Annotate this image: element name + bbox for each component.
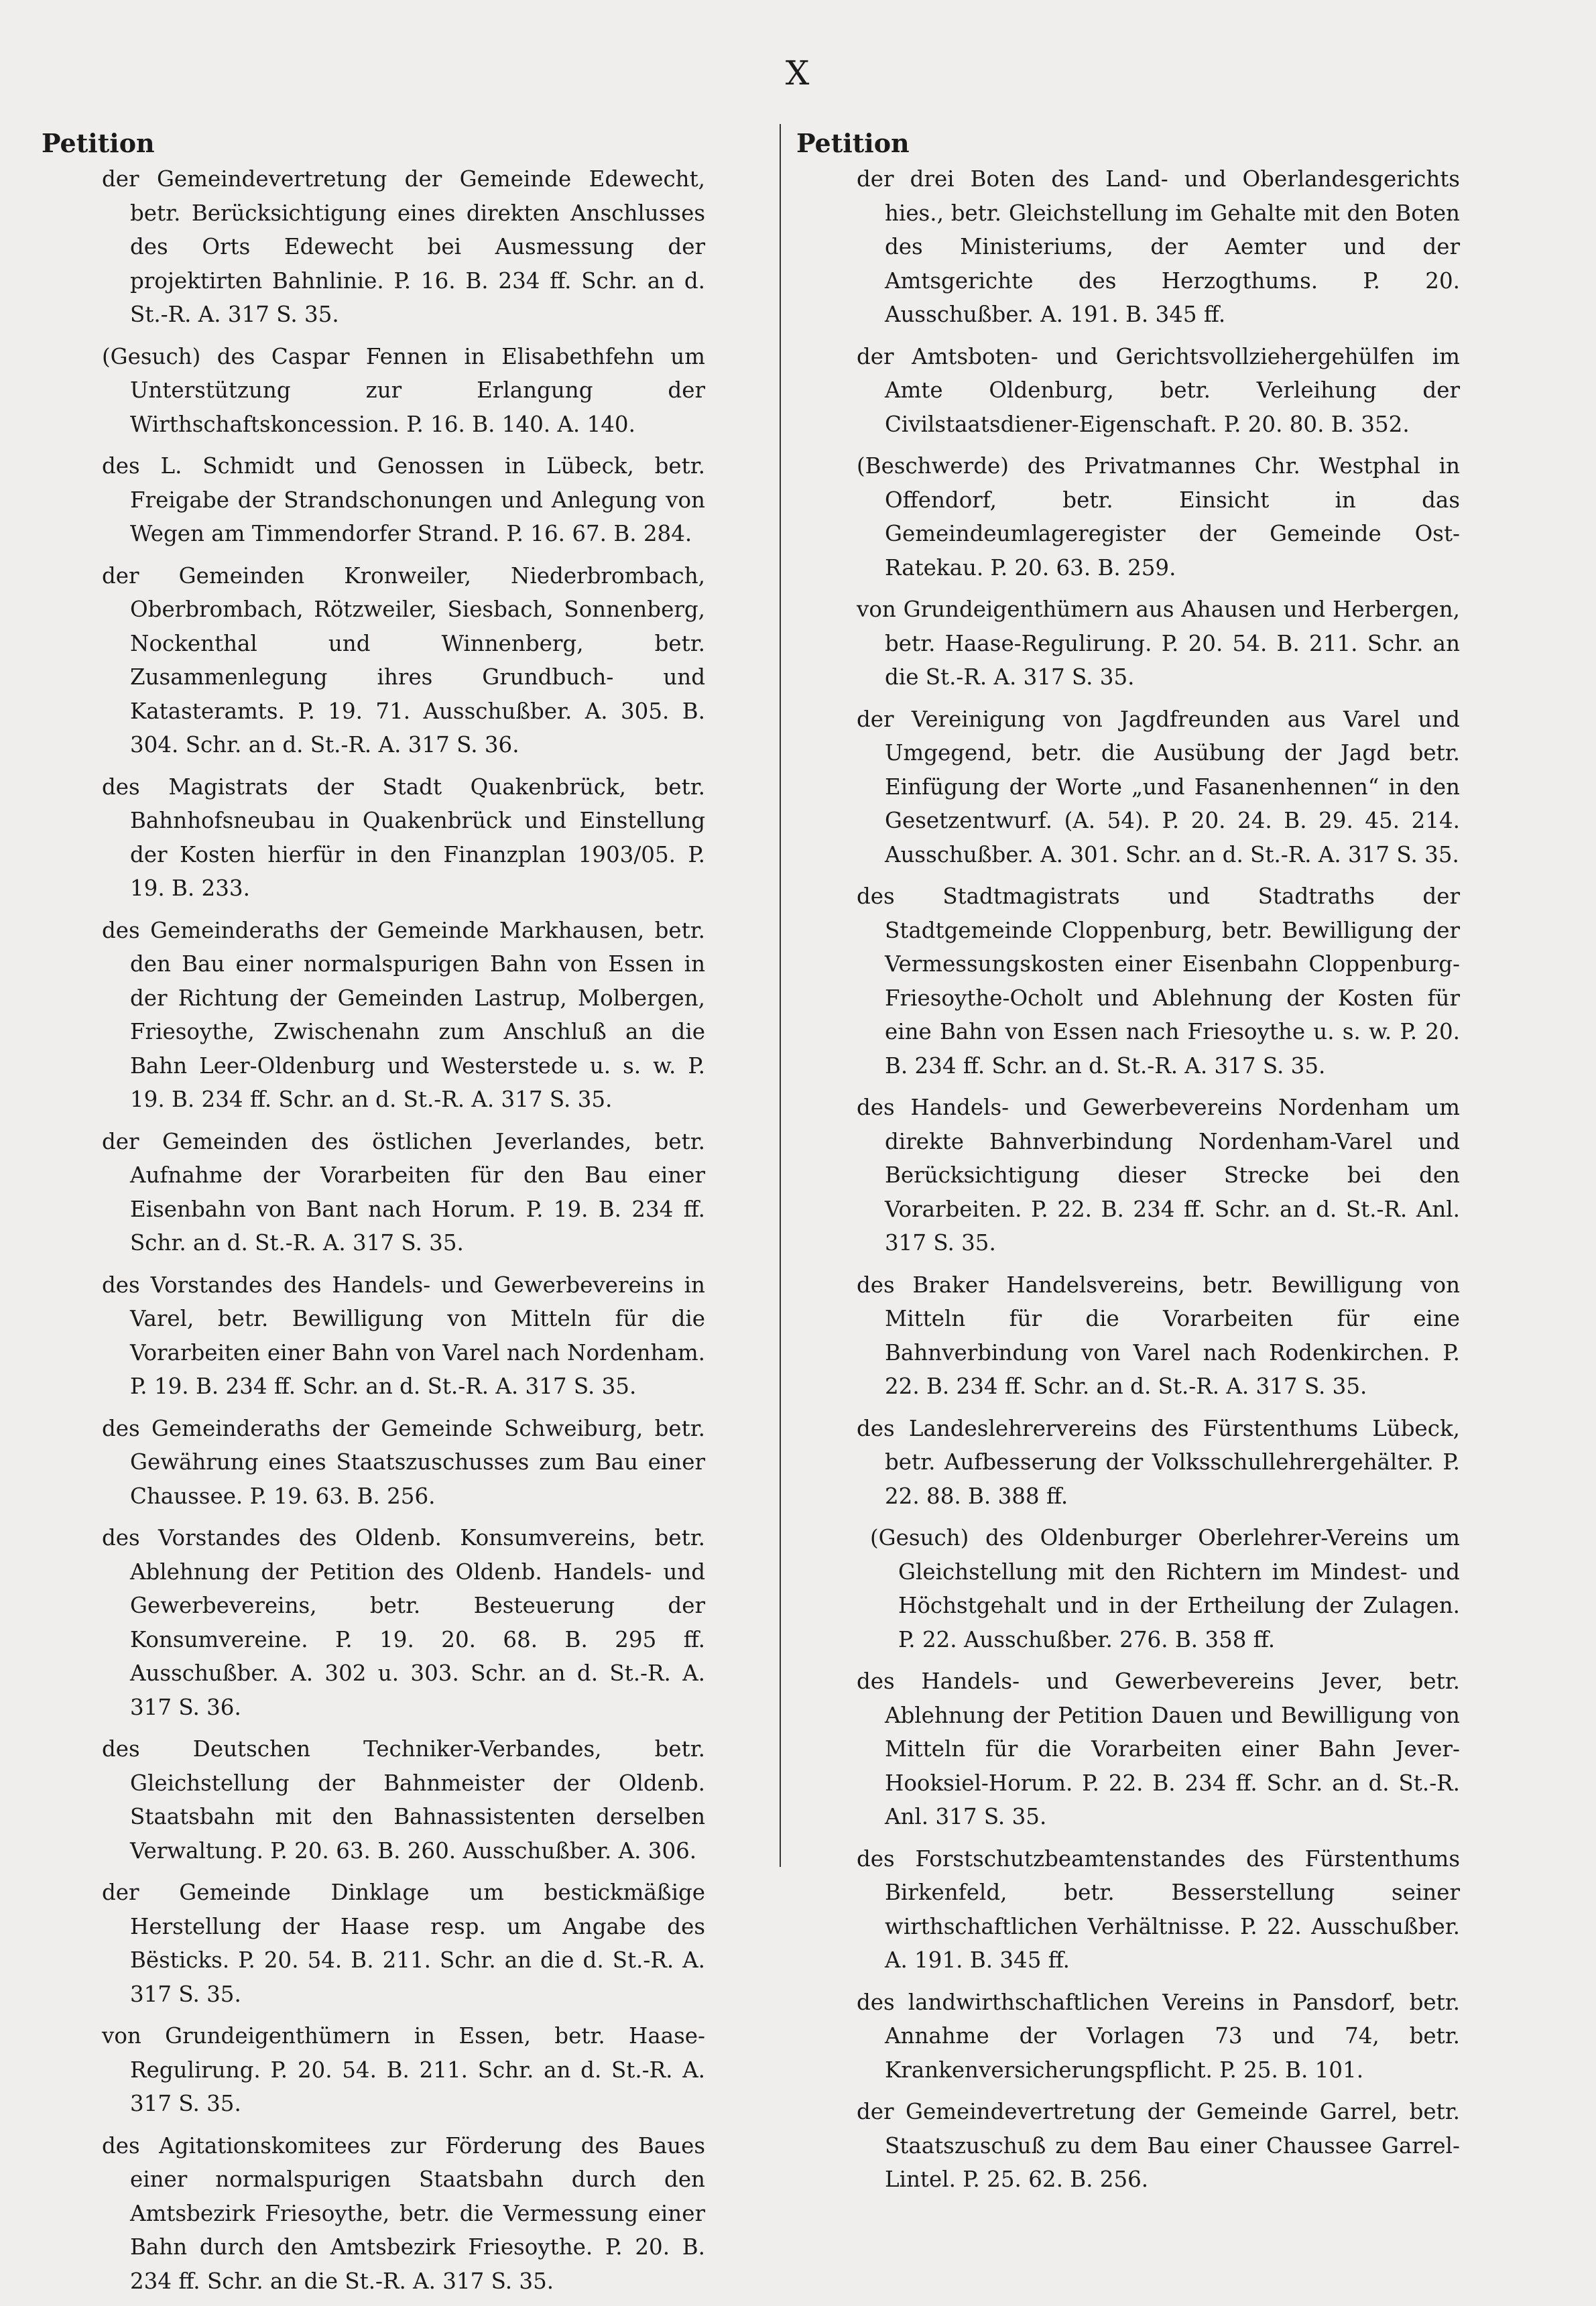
petition-entry: des Braker Handelsvereins, betr. Bewilligung von Mitteln für die Vorarbeiten für eine Bahnverbindung von Varel nach Rodenkirchen. P. 22. B. 234 ff. Schr. an d. St.-R. A. 317 S. 35. [857, 1272, 1460, 1399]
petition-entry: des Landeslehrervereins des Fürstenthums Lübeck, betr. Aufbesserung der Volksschullehrergehälter. P. 22. 88. B. 388 ff. [857, 1415, 1460, 1509]
right-column [796, 127, 1460, 2205]
right-entries-list [796, 162, 1460, 2197]
petition-entry: (Gesuch) des Oldenburger Oberlehrer-Vereins um Gleichstellung mit den Richtern im Mindest- und Höchstgehalt und in der Ertheilung der Zulagen. P. 22. Ausschußber. 276. B. 358 ff. [870, 1525, 1460, 1652]
petition-entry: des Handels- und Gewerbevereins Nordenham um direkte Bahnverbindung Nordenham-Varel und Berücksichtigung dieser Strecke bei den Vorarbeiten. P. 22. B. 234 ff. Schr. an d. St.-R. Anl. 317 S. 35. [857, 1095, 1460, 1256]
petition-entry: der Gemeindevertretung der Gemeinde Edewecht, betr. Berücksichtigung eines direkten Anschlusses des Orts Edewecht bei Ausmessung der projektirten Bahnlinie. P. 16. B. 234 ff. Schr. an d. St.-R. A. 317 S. 35. [102, 166, 705, 327]
petition-entry: (Gesuch) des Caspar Fennen in Elisabethfehn um Unterstützung zur Erlangung der Wirthschaftskoncession. P. 16. B. 140. A. 140. [102, 343, 705, 437]
petition-entry: der Vereinigung von Jagdfreunden aus Varel und Umgegend, betr. die Ausübung der Jagd betr. Einfügung der Worte „und Fasanenhennen“ in den Gesetzentwurf. (A. 54). P. 20. 24. B. 29. 45. 214. Ausschußber. A. 301. Schr. an d. St.-R. A. 317 S. 35. [857, 706, 1460, 867]
left-column-heading: Petition [42, 128, 155, 158]
petition-entry: des Forstschutzbeamtenstandes des Fürstenthums Birkenfeld, betr. Besserstellung seiner wirthschaftlichen Verhältnisse. P. 22. Ausschußber. A. 191. B. 345 ff. [857, 1845, 1460, 1973]
petition-entry: des Vorstandes des Oldenb. Konsumvereins, betr. Ablehnung der Petition des Oldenb. Handels- und Gewerbevereins, betr. Besteuerung der Konsumvereine. P. 19. 20. 68. B. 295 ff. Ausschußber. A. 302 u. 303. Schr. an d. St.-R. A. 317 S. 36. [102, 1525, 705, 1720]
petition-entry: der Gemeinde Dinklage um bestickmäßige Herstellung der Haase resp. um Angabe des Bësticks. P. 20. 54. B. 211. Schr. an die d. St.-R. A. 317 S. 35. [102, 1880, 705, 2007]
left-entries-list [42, 162, 705, 2298]
right-column-heading: Petition [796, 128, 910, 158]
petition-entry: der Gemeinden des östlichen Jeverlandes, betr. Aufnahme der Vorarbeiten für den Bau einer Eisenbahn von Bant nach Horum. P. 19. B. 234 ff. Schr. an d. St.-R. A. 317 S. 35. [102, 1128, 705, 1256]
petition-entry: des Gemeinderaths der Gemeinde Schweiburg, betr. Gewährung eines Staatszuschusses zum Bau einer Chaussee. P. 19. 63. B. 256. [102, 1415, 705, 1509]
petition-entry: des landwirthschaftlichen Vereins in Pansdorf, betr. Annahme der Vorlagen 73 und 74, betr. Krankenversicherungspflicht. P. 25. B. 101. [857, 1989, 1460, 2083]
page-number: X [785, 54, 811, 93]
left-column [42, 127, 705, 2306]
petition-entry: (Beschwerde) des Privatmannes Chr. Westphal in Offendorf, betr. Einsicht in das Gemeindeumlageregister der Gemeinde Ost-Ratekau. P. 20. 63. B. 259. [857, 453, 1460, 581]
petition-entry: der Gemeindevertretung der Gemeinde Garrel, betr. Staatszuschuß zu dem Bau einer Chaussee Garrel-Lintel. P. 25. 62. B. 256. [857, 2099, 1460, 2192]
petition-entry: des Magistrats der Stadt Quakenbrück, betr. Bahnhofsneubau in Quakenbrück und Einstellung der Kosten hierfür in den Finanzplan 1903/05. P. 19. B. 233. [102, 774, 705, 901]
petition-entry: von Grundeigenthümern aus Ahausen und Herbergen, betr. Haase-Regulirung. P. 20. 54. B. 211. Schr. an die St.-R. A. 317 S. 35. [857, 597, 1460, 690]
petition-entry: des L. Schmidt und Genossen in Lübeck, betr. Freigabe der Strandschonungen und Anlegung von Wegen am Timmendorfer Strand. P. 16. 67. B. 284. [102, 453, 705, 546]
petition-entry: von Grundeigenthümern in Essen, betr. Haase-Regulirung. P. 20. 54. B. 211. Schr. an d. St.-R. A. 317 S. 35. [102, 2023, 705, 2116]
petition-entry: des Deutschen Techniker-Verbandes, betr. Gleichstellung der Bahnmeister der Oldenb. Staatsbahn mit den Bahnassistenten derselben Verwaltung. P. 20. 63. B. 260. Ausschußber. A. 306. [102, 1736, 705, 1864]
petition-entry: des Vorstandes des Handels- und Gewerbevereins in Varel, betr. Bewilligung von Mitteln für die Vorarbeiten einer Bahn von Varel nach Nordenham. P. 19. B. 234 ff. Schr. an d. St.-R. A. 317 S. 35. [102, 1272, 705, 1399]
petition-entry: des Stadtmagistrats und Stadtraths der Stadtgemeinde Cloppenburg, betr. Bewilligung der Vermessungskosten einer Eisenbahn Cloppenburg-Friesoythe-Ocholt und Ablehnung der Kosten für eine Bahn von Essen nach Friesoythe u. s. w. P. 20. B. 234 ff. Schr. an d. St.-R. A. 317 S. 35. [857, 884, 1460, 1079]
petition-entry: der Amtsboten- und Gerichtsvollziehergehülfen im Amte Oldenburg, betr. Verleihung der Civilstaatsdiener-Eigenschaft. P. 20. 80. B. 352. [857, 343, 1460, 437]
petition-entry: des Agitationskomitees zur Förderung des Baues einer normalspurigen Staatsbahn durch den Amtsbezirk Friesoythe, betr. die Vermessung einer Bahn durch den Amtsbezirk Friesoythe. P. 20. B. 234 ff. Schr. an die St.-R. A. 317 S. 35. [102, 2132, 705, 2294]
petition-entry: des Handels- und Gewerbevereins Jever, betr. Ablehnung der Petition Dauen und Bewilligung von Mitteln für die Vorarbeiten einer Bahn Jever-Hooksiel-Horum. P. 22. B. 234 ff. Schr. an d. St.-R. Anl. 317 S. 35. [857, 1668, 1460, 1829]
petition-entry: des Gemeinderaths der Gemeinde Markhausen, betr. den Bau einer normalspurigen Bahn von Essen in der Richtung der Gemeinden Lastrup, Molbergen, Friesoythe, Zwischenahn zum Anschluß an die Bahn Leer-Oldenburg und Westerstede u. s. w. P. 19. B. 234 ff. Schr. an d. St.-R. A. 317 S. 35. [102, 917, 705, 1112]
column-divider [780, 124, 781, 1867]
petition-entry: der Gemeinden Kronweiler, Niederbrombach, Oberbrombach, Rötzweiler, Siesbach, Sonnenberg, Nockenthal und Winnenberg, betr. Zusammenlegung ihres Grundbuch- und Katasteramts. P. 19. 71. Ausschußber. A. 305. B. 304. Schr. an d. St.-R. A. 317 S. 36. [102, 562, 705, 757]
petition-entry: der drei Boten des Land- und Oberlandesgerichts hies., betr. Gleichstellung im Gehalte mit den Boten des Ministeriums, der Aemter und der Amtsgerichte des Herzogthums. P. 20. Ausschußber. A. 191. B. 345 ff. [857, 166, 1460, 327]
